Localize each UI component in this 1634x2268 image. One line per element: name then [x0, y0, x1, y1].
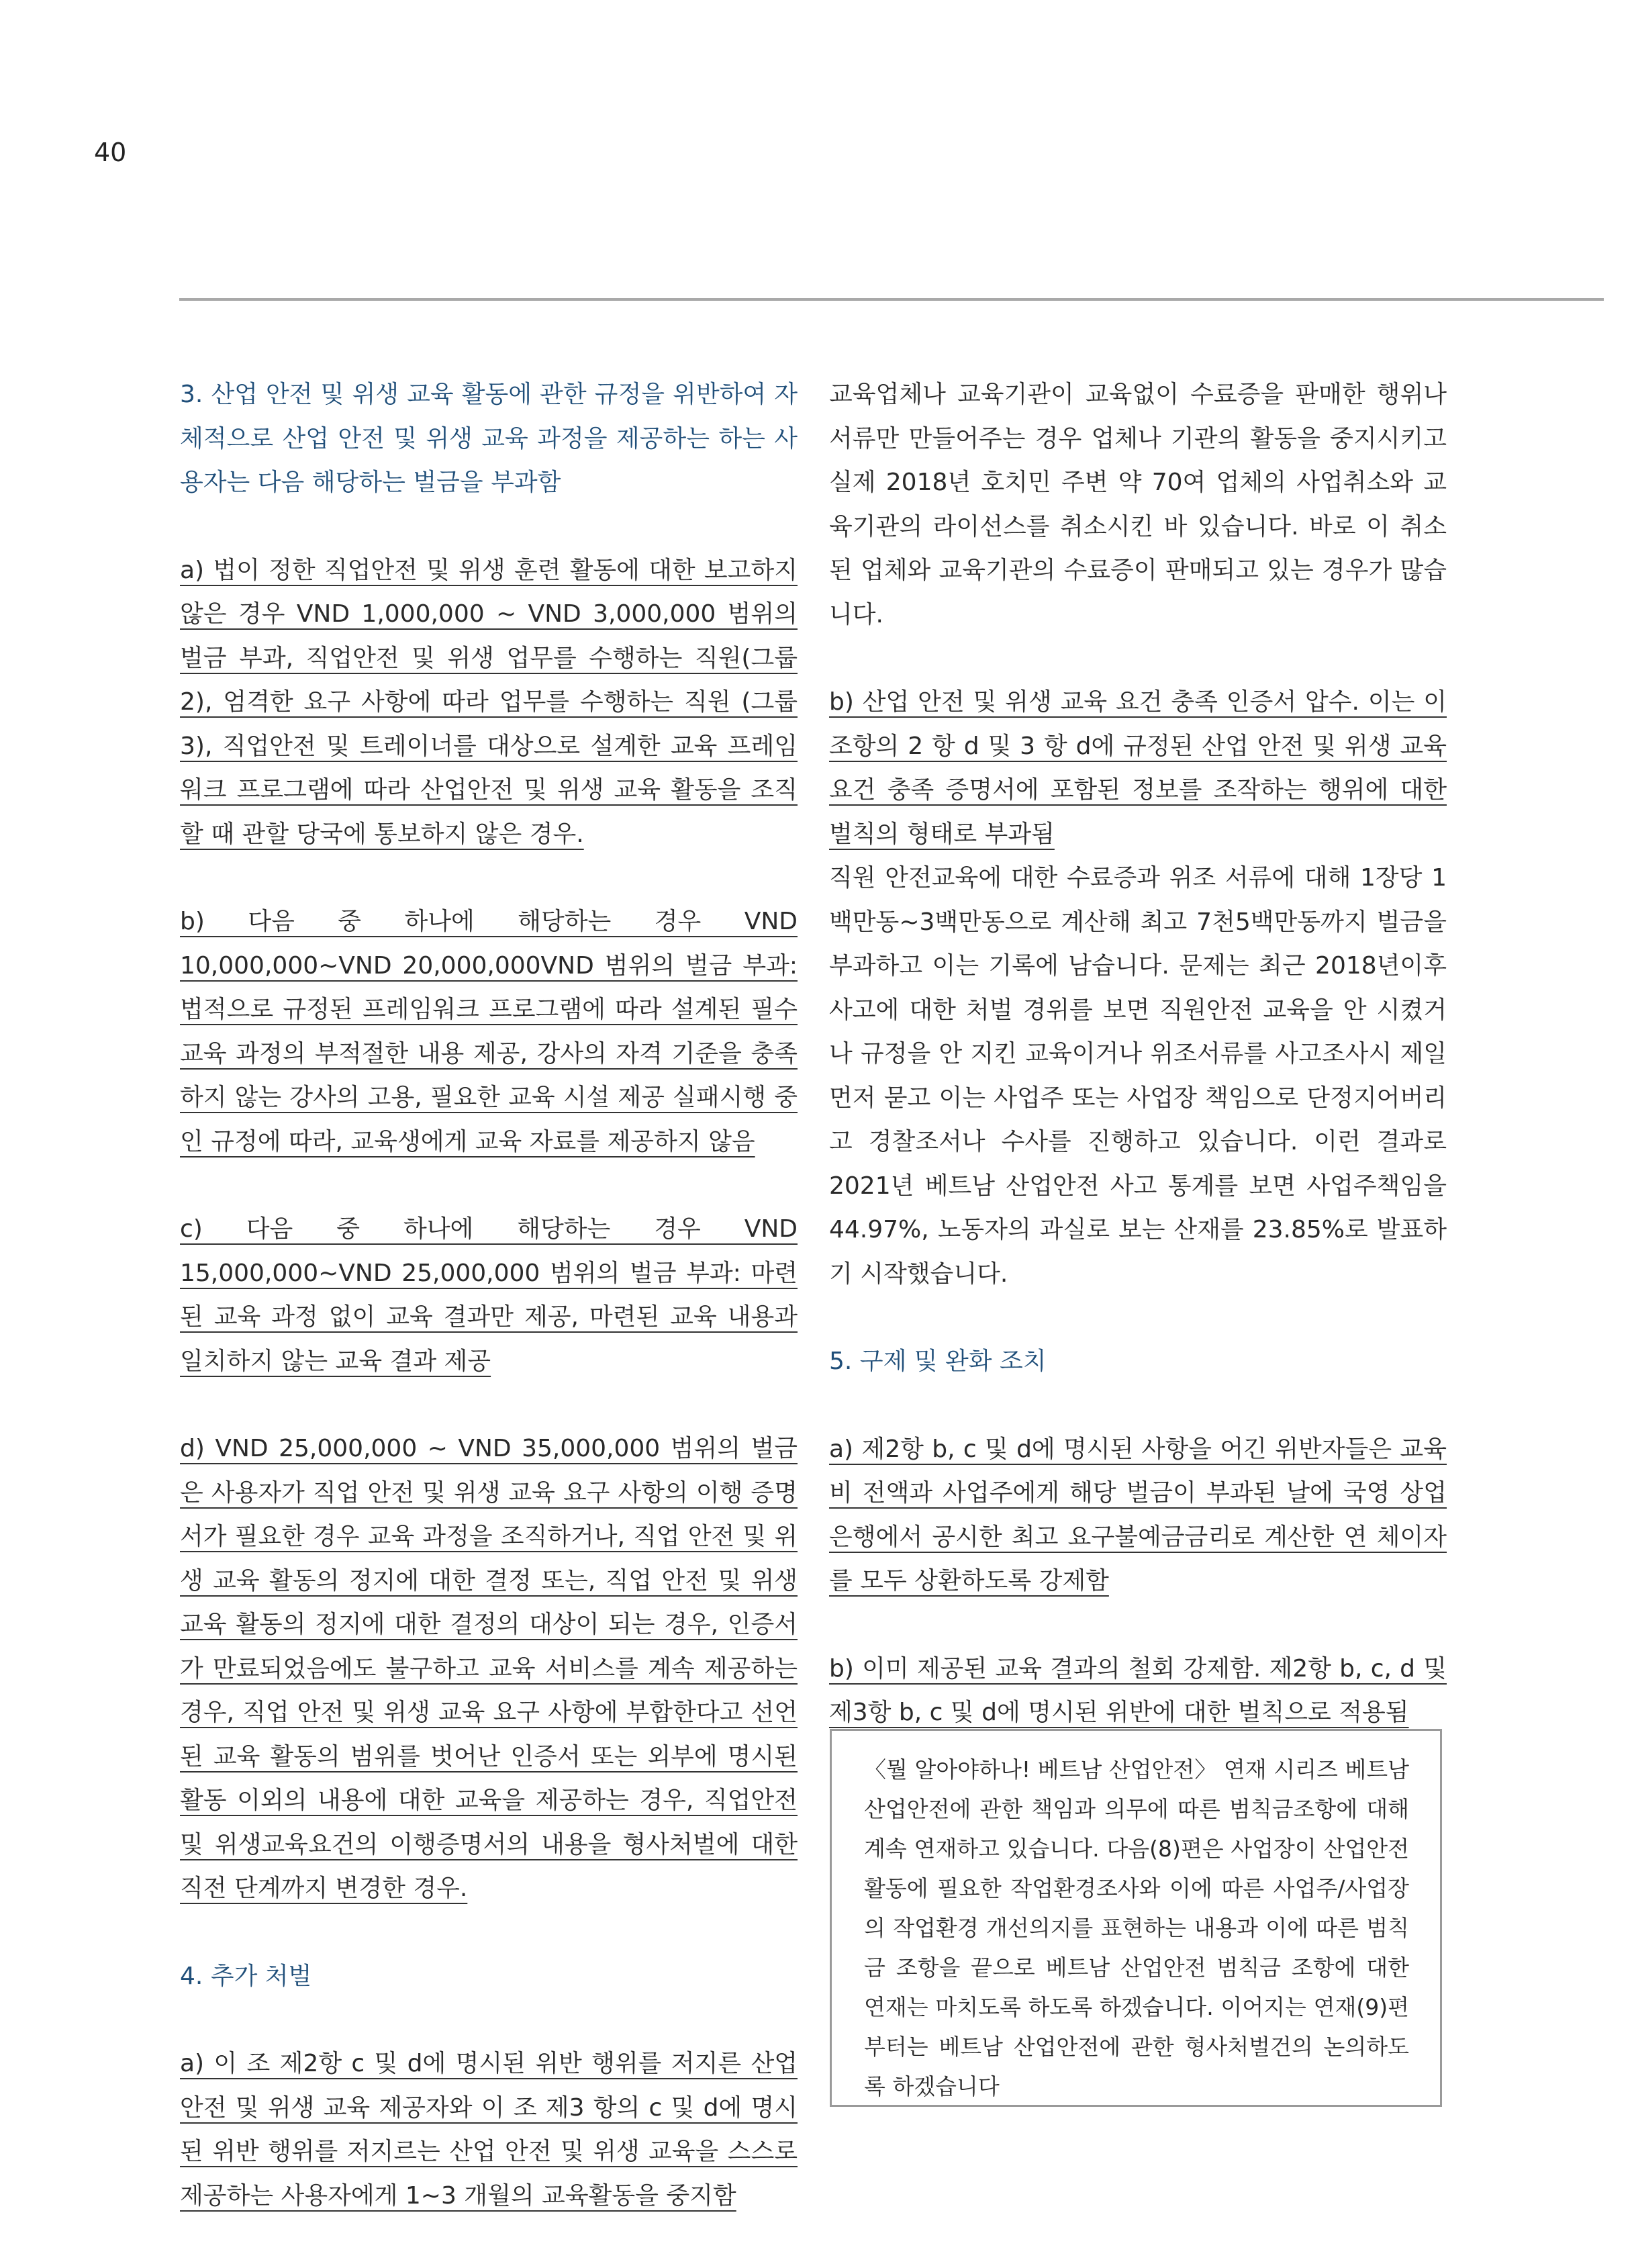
series-note-text: 〈뭘 알아야하나! 베트남 산업안전〉 연재 시리즈 베트남 산업안전에 관한 책임과 의무에 따른 범칙금조항에 대해 계속 연재하고 있습니다. 다음(8)편은 사업장이 산업안전 활동에 필요한 작업환경조사와 이에 따른 사업주/사업장의 작업환경 개선의지를 표현하는 내용과 이에 따른 범칙금 조항을 끝으로 베트남 산업안전 범칙금 조항에 대한 연재는 마치도록 하도록 하겠습니다. 이어지는 연재(9)편부터는 베트남 산업안전에 관한 형사처벌건의 논의하도록 하겠습니다: [864, 1756, 1409, 2099]
section-4-heading: 4. 추가 처벌: [180, 1962, 312, 1990]
left-column: [180, 373, 798, 2218]
series-note-box: [830, 1729, 1442, 2107]
clause-4a: a) 이 조 제2항 c 및 d에 명시된 위반 행위를 저지른 산업 안전 및 위생 교육 제공자와 이 조 제3 항의 c 및 d에 명시된 위반 행위를 저지르는 산업 안전 및 위생 교육을 스스로 제공하는 사용자에게 1~3 개월의 교육활동을 중지함: [180, 2050, 798, 2210]
right-column: [829, 373, 1447, 1735]
clause-3b: b) 다음 중 하나에 해당하는 경우 VND 10,000,000~VND 20,000,000VND 범위의 벌금 부과: 법적으로 규정된 프레임워크 프로그램에 따라 설계된 필수 교육 과정의 부적절한 내용 제공, 강사의 자격 기준을 충족하지 않는 강사의 고용, 필요한 교육 시설 제공 실패시행 중인 규정에 따라, 교육생에게 교육 자료를 제공하지 않음: [180, 908, 798, 1155]
section-5-heading: 5. 구제 및 완화 조치: [829, 1348, 1047, 1375]
clause-4b: b) 산업 안전 및 위생 교육 요건 충족 인증서 압수. 이는 이 조항의 2 항 d 및 3 항 d에 규정된 산업 안전 및 위생 교육 요건 충족 증명서에 포함된 정보를 조작하는 행위에 대한 벌칙의 형태로 부과됨: [829, 688, 1447, 848]
commentary-paragraph: 직원 안전교육에 대한 수료증과 위조 서류에 대해 1장당 1백만동~3백만동으로 계산해 최고 7천5백만동까지 벌금을 부과하고 이는 기록에 남습니다. 문제는 최근 2018년이후 사고에 대한 처벌 경위를 보면 직원안전 교육을 안 시켰거나 규정을 안 지킨 교육이거나 위조서류를 사고조사시 제일 먼저 묻고 이는 사업주 또는 사업장 책임으로 단정지어버리고 경찰조서나 수사를 진행하고 있습니다. 이런 결과로 2021년 베트남 산업안전 사고 통계를 보면 사업주책임을 44.97%, 노동자의 과실로 보는 산재를 23.85%로 발표하기 시작했습니다.: [829, 864, 1447, 1288]
continued-paragraph: 교육업체나 교육기관이 교육없이 수료증을 판매한 행위나 서류만 만들어주는 경우 업체나 기관의 활동을 중지시키고 실제 2018년 호치민 주변 약 70여 업체의 사업취소와 교육기관의 라이선스를 취소시킨 바 있습니다. 바로 이 취소된 업체와 교육기관의 수료증이 판매되고 있는 경우가 많습니다.: [829, 381, 1447, 628]
clause-5b: b) 이미 제공된 교육 결과의 철회 강제함. 제2항 b, c, d 및 제3항 b, c 및 d에 명시된 위반에 대한 벌칙으로 적용됨: [829, 1654, 1447, 1726]
header-divider: [179, 298, 1604, 301]
clause-5a: a) 제2항 b, c 및 d에 명시된 사항을 어긴 위반자들은 교육비 전액과 사업주에게 해당 벌금이 부과된 날에 국영 상업 은행에서 공시한 최고 요구불예금금리로 계산한 연 체이자를 모두 상환하도록 강제함: [829, 1435, 1447, 1595]
page-number: 40: [94, 138, 127, 167]
clause-3a: a) 법이 정한 직업안전 및 위생 훈련 활동에 대한 보고하지 않은 경우 VND 1,000,000 ~ VND 3,000,000 범위의 벌금 부과, 직업안전 및 위생 업무를 수행하는 직원(그룹 2), 엄격한 요구 사항에 따라 업무를 수행하는 직원 (그룹 3), 직업안전 및 트레이너를 대상으로 설계한 교육 프레임워크 프로그램에 따라 산업안전 및 위생 교육 활동을 조직할 때 관할 당국에 통보하지 않은 경우.: [180, 556, 798, 848]
section-3-heading: 3. 산업 안전 및 위생 교육 활동에 관한 규정을 위반하여 자체적으로 산업 안전 및 위생 교육 과정을 제공하는 하는 사용자는 다음 해당하는 벌금을 부과함: [180, 381, 798, 496]
clause-3d: d) VND 25,000,000 ~ VND 35,000,000 범위의 벌금은 사용자가 직업 안전 및 위생 교육 요구 사항의 이행 증명서가 필요한 경우 교육 과정을 조직하거나, 직업 안전 및 위생 교육 활동의 정지에 대한 결정 또는, 직업 안전 및 위생 교육 활동의 정지에 대한 결정의 대상이 되는 경우, 인증서가 만료되었음에도 불구하고 교육 서비스를 계속 제공하는 경우, 직업 안전 및 위생 교육 요구 사항에 부합한다고 선언된 교육 활동의 범위를 벗어난 인증서 또는 외부에 명시된 활동 이외의 내용에 대한 교육을 제공하는 경우, 직업안전 및 위생교육요건의 이행증명서의 내용을 형사처벌에 대한 직전 단계까지 변경한 경우.: [180, 1435, 798, 1902]
clause-3c: c) 다음 중 하나에 해당하는 경우 VND 15,000,000~VND 25,000,000 범위의 벌금 부과: 마련된 교육 과정 없이 교육 결과만 제공, 마련된 교육 내용과 일치하지 않는 교육 결과 제공: [180, 1215, 798, 1375]
